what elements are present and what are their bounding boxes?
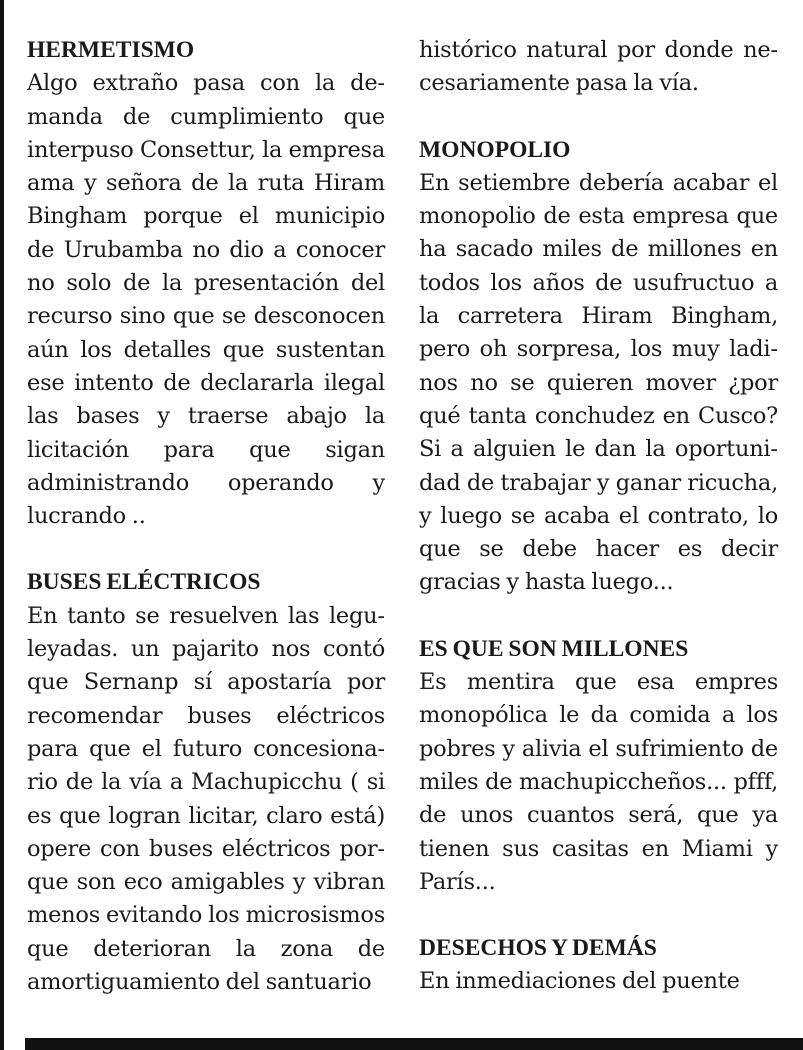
bottom-rule xyxy=(25,1038,803,1050)
article-section xyxy=(419,633,778,899)
article-section xyxy=(27,34,385,533)
section-body: En tanto se resuelven las leguleyadas. un pajarito nos contó que Sernanp sí apostaría por recomendar buses eléctricos para que el futuro concesionario de la vía a Machupicchu ( si es que logran licitar, claro está) opere con buses eléctricos porque son eco amigables y vibran menos evitando los microsismos que deterioran la zona de amortiguamiento del santuario xyxy=(27,602,385,996)
left-column xyxy=(27,34,385,999)
article-section xyxy=(27,566,385,999)
section-heading: DESECHOS Y DEMÁS xyxy=(419,935,657,962)
article-section xyxy=(419,134,778,600)
section-body: En inmediaciones del puente xyxy=(419,968,740,995)
article-section-continuation xyxy=(419,34,778,101)
section-body: Algo extraño pasa con la demanda de cumplimiento que interpuso Consettur, la empresa ama y señora de la ruta Hiram Bingham porque el municipio de Urubamba no dio a conocer no solo de la presentación del recurso sino que se desconocen aún los detalles que sustentan ese intento de declararla ilegal las bases y traerse abajo la licitación para que sigan administrando operando y lucrando .. xyxy=(27,70,385,530)
left-column-rule xyxy=(0,0,4,1050)
section-body: histórico natural por donde necesariamente pasa la vía. xyxy=(419,37,778,97)
section-body: En setiembre debería acabar el monopolio de esta empresa que ha sacado miles de millones en todos los años de usufructuo a la carretera Hiram Bingham, pero oh sorpresa, los muy ladinos no se quieren mover ¿por qué tanta conchudez en Cusco? Si a alguien le dan la oportunidad de trabajar y ganar ricucha, y luego se acaba el contrato, lo que se debe hacer es decir gracias y hasta luego... xyxy=(419,169,778,596)
section-heading: HERMETISMO xyxy=(27,37,195,63)
right-column xyxy=(419,34,778,999)
article-section xyxy=(419,932,778,999)
section-heading: MONOPOLIO xyxy=(419,136,571,163)
section-body: Es mentira que esa empres monopólica le da comida a los pobres y alivia el sufrimiento de miles de machupiccheños... pfff, de unos cuantos será, que ya tienen sus casitas en Miami y París... xyxy=(419,669,778,895)
section-heading: BUSES ELÉCTRICOS xyxy=(27,569,261,596)
section-heading: ES QUE SON MILLONES xyxy=(419,635,689,662)
